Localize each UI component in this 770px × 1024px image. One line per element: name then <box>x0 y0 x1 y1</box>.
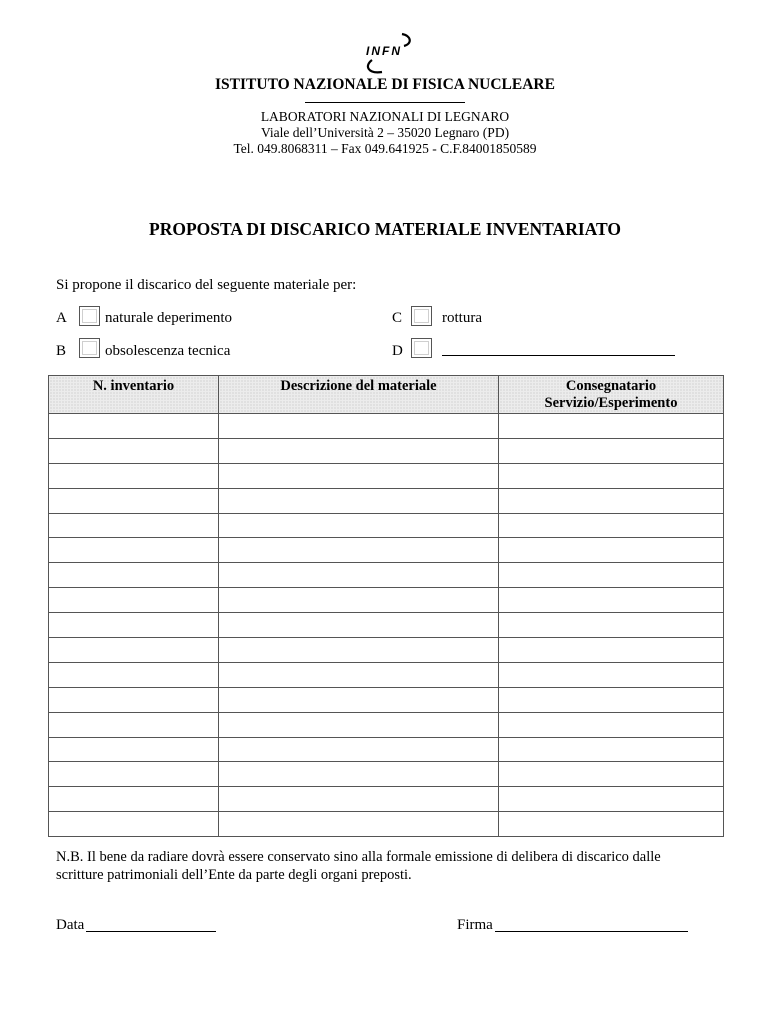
custodian-cell[interactable] <box>499 563 724 588</box>
custodian-cell[interactable] <box>499 762 724 787</box>
inventory-number-cell[interactable] <box>49 712 219 737</box>
institute-name: ISTITUTO NAZIONALE DI FISICA NUCLEARE <box>215 76 555 93</box>
custodian-cell[interactable] <box>499 613 724 638</box>
table-row <box>49 513 724 538</box>
description-cell[interactable] <box>219 687 499 712</box>
inventory-number-cell[interactable] <box>49 488 219 513</box>
description-cell[interactable] <box>219 563 499 588</box>
inventory-number-cell[interactable] <box>49 513 219 538</box>
inventory-number-cell[interactable] <box>49 737 219 762</box>
col-header-inventory-number: N. inventario <box>49 376 219 414</box>
custodian-cell[interactable] <box>499 712 724 737</box>
custodian-cell[interactable] <box>499 787 724 812</box>
signature-field[interactable] <box>495 931 688 932</box>
option-b-letter: B <box>56 343 67 359</box>
option-c-checkbox[interactable] <box>411 306 432 326</box>
table-row <box>49 563 724 588</box>
option-c-letter: C <box>392 310 403 326</box>
description-cell[interactable] <box>219 662 499 687</box>
lab-name: LABORATORI NAZIONALI DI LEGNARO <box>260 109 510 124</box>
table-row <box>49 438 724 463</box>
document-title: PROPOSTA DI DISCARICO MATERIALE INVENTARIATO <box>149 219 621 239</box>
table-row <box>49 414 724 439</box>
note-line-1: N.B. Il bene da radiare dovrà essere conservato sino alla formale emissione di delibera di discarico dalle <box>56 849 661 865</box>
custodian-cell[interactable] <box>499 638 724 663</box>
lab-address: Viale dell’Università 2 – 35020 Legnaro (PD) <box>260 125 510 140</box>
custodian-cell[interactable] <box>499 414 724 439</box>
table-row <box>49 687 724 712</box>
note-line-2: scritture patrimoniali dell’Ente da parte degli organi preposti. <box>56 867 412 883</box>
inventory-number-cell[interactable] <box>49 687 219 712</box>
custodian-cell[interactable] <box>499 687 724 712</box>
inventory-table <box>48 375 724 837</box>
description-cell[interactable] <box>219 712 499 737</box>
table-row <box>49 787 724 812</box>
option-b-label: obsolescenza tecnica <box>105 343 231 359</box>
inventory-number-cell[interactable] <box>49 662 219 687</box>
inventory-number-cell[interactable] <box>49 414 219 439</box>
option-a-label: naturale deperimento <box>105 310 233 326</box>
logo-wordmark: INFN <box>366 44 402 58</box>
col-header-description: Descrizione del materiale <box>219 376 499 414</box>
signature-label: Firma <box>457 917 493 933</box>
custodian-cell[interactable] <box>499 662 724 687</box>
inventory-number-cell[interactable] <box>49 588 219 613</box>
description-cell[interactable] <box>219 438 499 463</box>
header-divider <box>305 102 465 103</box>
custodian-cell[interactable] <box>499 488 724 513</box>
table-row <box>49 737 724 762</box>
inventory-number-cell[interactable] <box>49 563 219 588</box>
lab-contacts: Tel. 049.8068311 – Fax 049.641925 - C.F.84001850589 <box>233 141 537 156</box>
date-field[interactable] <box>86 931 216 932</box>
description-cell[interactable] <box>219 538 499 563</box>
inventory-number-cell[interactable] <box>49 762 219 787</box>
table-row <box>49 662 724 687</box>
inventory-table-body <box>49 414 724 837</box>
description-cell[interactable] <box>219 513 499 538</box>
custodian-cell[interactable] <box>499 812 724 837</box>
note-text <box>56 848 718 884</box>
description-cell[interactable] <box>219 812 499 837</box>
table-row <box>49 538 724 563</box>
option-d-checkbox[interactable] <box>411 338 432 358</box>
description-cell[interactable] <box>219 488 499 513</box>
description-cell[interactable] <box>219 613 499 638</box>
inventory-number-cell[interactable] <box>49 438 219 463</box>
infn-logo <box>352 30 422 78</box>
custodian-cell[interactable] <box>499 737 724 762</box>
col-header-custodian: Consegnatario Servizio/Esperimento <box>499 376 724 414</box>
table-row <box>49 712 724 737</box>
table-row <box>49 588 724 613</box>
intro-text: Si propone il discarico del seguente materiale per: <box>56 277 357 293</box>
date-label: Data <box>56 917 85 933</box>
inventory-number-cell[interactable] <box>49 538 219 563</box>
option-a-checkbox[interactable] <box>79 306 100 326</box>
description-cell[interactable] <box>219 787 499 812</box>
table-row <box>49 812 724 837</box>
description-cell[interactable] <box>219 638 499 663</box>
table-row <box>49 762 724 787</box>
table-row <box>49 463 724 488</box>
option-a-letter: A <box>56 310 67 326</box>
description-cell[interactable] <box>219 414 499 439</box>
inventory-number-cell[interactable] <box>49 463 219 488</box>
description-cell[interactable] <box>219 737 499 762</box>
table-row <box>49 613 724 638</box>
custodian-cell[interactable] <box>499 463 724 488</box>
table-row <box>49 488 724 513</box>
custodian-cell[interactable] <box>499 513 724 538</box>
option-c-label: rottura <box>442 310 482 326</box>
custodian-cell[interactable] <box>499 438 724 463</box>
inventory-number-cell[interactable] <box>49 613 219 638</box>
description-cell[interactable] <box>219 588 499 613</box>
inventory-number-cell[interactable] <box>49 812 219 837</box>
table-header-row <box>49 376 724 414</box>
option-d-other-field[interactable] <box>442 355 675 356</box>
inventory-number-cell[interactable] <box>49 638 219 663</box>
option-d-letter: D <box>392 343 403 359</box>
description-cell[interactable] <box>219 463 499 488</box>
custodian-cell[interactable] <box>499 588 724 613</box>
option-b-checkbox[interactable] <box>79 338 100 358</box>
inventory-number-cell[interactable] <box>49 787 219 812</box>
custodian-cell[interactable] <box>499 538 724 563</box>
description-cell[interactable] <box>219 762 499 787</box>
table-row <box>49 638 724 663</box>
